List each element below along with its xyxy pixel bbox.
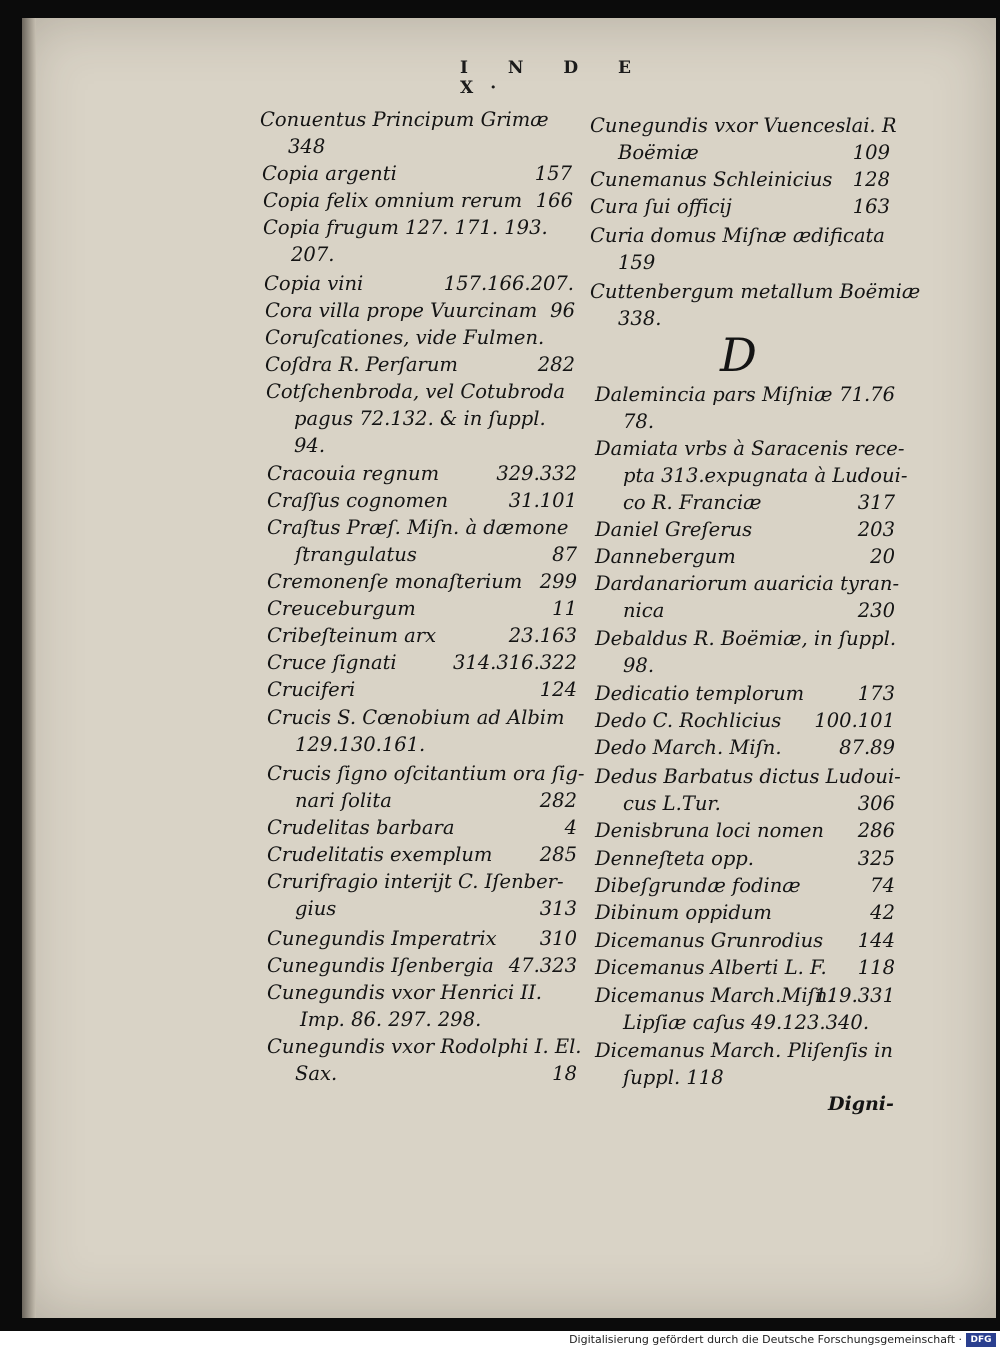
catchword: Digni- [828, 1093, 894, 1115]
footer-bar [0, 1331, 1000, 1351]
dfg-logo: DFG [966, 1333, 996, 1347]
page-spine-shadow [22, 18, 36, 1318]
running-header: I N D E X· [460, 58, 648, 98]
funding-notice: Digitalisierung gefördert durch die Deutsche Forschungsgemeinschaft · [569, 1333, 962, 1346]
section-letter-d: D [720, 328, 757, 382]
